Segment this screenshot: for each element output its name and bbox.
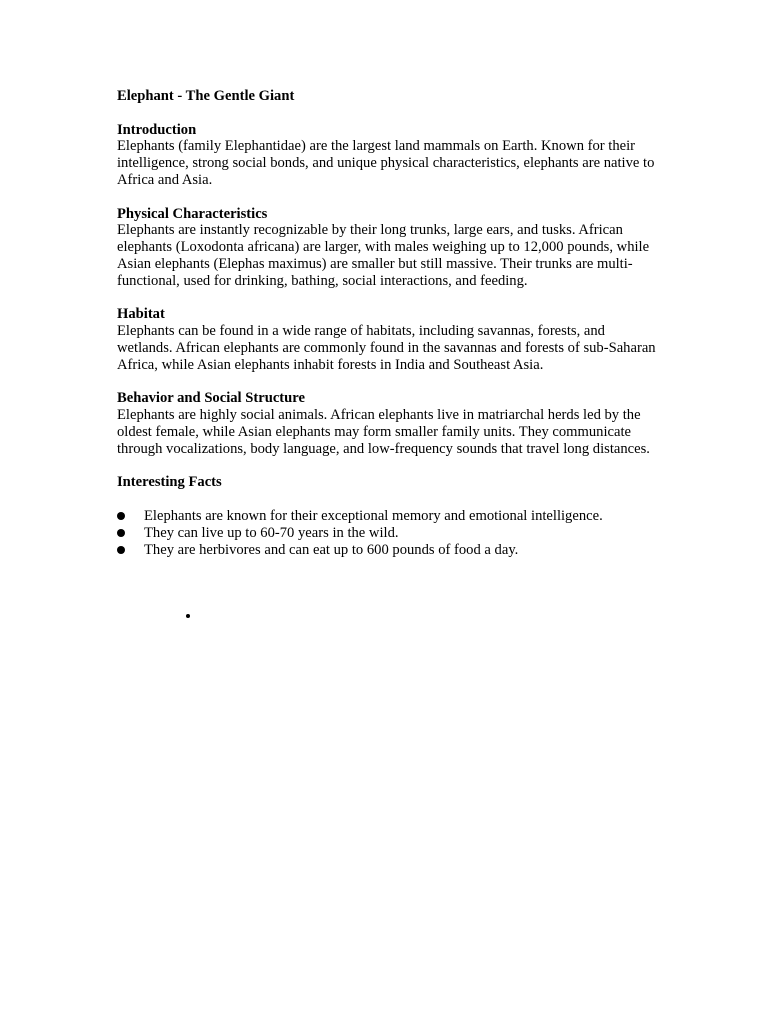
section-heading: Interesting Facts xyxy=(117,474,222,491)
list-item-text: They are herbivores and can eat up to 600 pounds of food a day. xyxy=(144,541,519,558)
list-item xyxy=(117,508,657,525)
section-heading: Introduction xyxy=(117,121,197,138)
list-item-text: They can live up to 60-70 years in the wild. xyxy=(144,524,399,541)
section-heading: Habitat xyxy=(117,306,165,323)
facts-list xyxy=(117,508,657,558)
section-interesting-facts xyxy=(117,474,657,558)
list-item-text: Elephants are known for their exceptional memory and emotional intelligence. xyxy=(144,507,603,524)
section-body: Elephants (family Elephantidae) are the largest land mammals on Earth. Known for their intelligence, strong social bonds, and unique physical characteristics, elephants are native to Africa and Asia. xyxy=(117,138,655,188)
list-item xyxy=(117,525,657,542)
section-behavior xyxy=(117,390,657,457)
bullet-icon xyxy=(117,512,125,520)
section-body: Elephants can be found in a wide range of habitats, including savannas, forests, and wetlands. African elephants are commonly found in the savannas and forests of sub-Saharan Africa, while Asian elephants inhabit forests in India and Southeast Asia. xyxy=(117,323,656,373)
list-item xyxy=(117,542,657,559)
document-title: Elephant - The Gentle Giant xyxy=(117,88,295,104)
section-introduction xyxy=(117,122,657,189)
section-body: Elephants are instantly recognizable by their long trunks, large ears, and tusks. African elephants (Loxodonta africana) are larger, with males weighing up to 12,000 pounds, while Asian elephants (Elephas maximus) are smaller but still massive. Their trunks are multi-functional, used for drinking, bathing, social interactions, and feeding. xyxy=(117,222,650,289)
section-heading: Behavior and Social Structure xyxy=(117,390,305,407)
empty-bullet-icon xyxy=(186,614,190,618)
document-content xyxy=(117,88,657,558)
section-habitat xyxy=(117,306,657,373)
section-physical-characteristics xyxy=(117,206,657,290)
bullet-icon xyxy=(117,529,125,537)
bullet-icon xyxy=(117,546,125,554)
section-body: Elephants are highly social animals. African elephants live in matriarchal herds led by the oldest female, while Asian elephants may form smaller family units. They communicate through vocalizations, body language, and low-frequency sounds that travel long distances. xyxy=(117,407,650,457)
section-heading: Physical Characteristics xyxy=(117,205,268,222)
